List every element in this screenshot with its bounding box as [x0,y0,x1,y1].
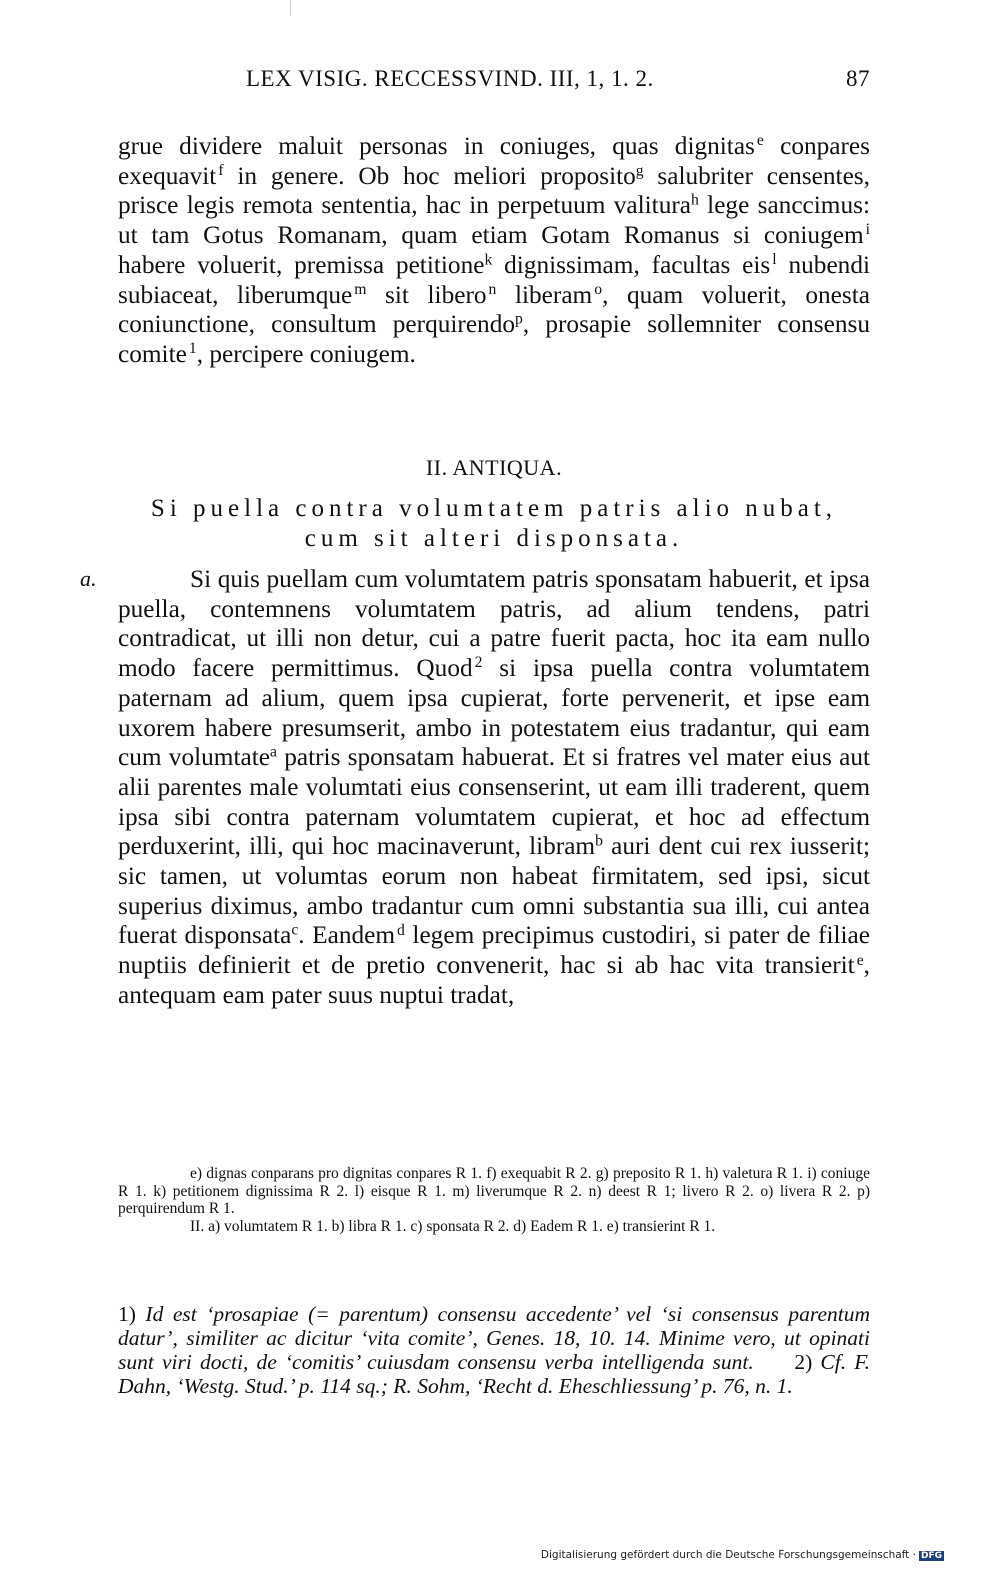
text-segment: auri dent cui rex iusserit; sic tamen, ut volumtas eorum non habeat firmitatem, sed ipsi, sicut superius diximus, ambo tradantur cum omni substantia sua illi, cui antea fuerat disponsata [118,832,871,950]
footnote-marker: p [515,310,523,328]
footnote-marker: i [865,221,870,239]
paragraph-law [118,565,870,1011]
text-segment: conpares exequavit [118,132,870,190]
text-segment: sit libero [366,280,487,309]
footnote-marker: e [756,132,764,150]
text-segment: salubriter censentes, prisce legis remota sententia, hac in perpetuum valitura [118,161,870,220]
footnote-marker: f [218,162,224,180]
footnote-marker: l [772,251,777,269]
running-title: LEX VISIG. RECCESSVIND. III, 1, 1. 2. [246,66,654,91]
footnote-marker: o [594,280,603,298]
text-segment: dignissimam, facultas eis [492,250,771,279]
digitization-credit [541,1549,944,1561]
text-segment: habere voluerit, premissa petitione [118,250,485,279]
critical-apparatus [118,1165,870,1235]
section-heading: II. ANTIQUA. [425,455,563,480]
footnote-text: Id est ‘prosapiae (= parentum) consensu accedente’ vel ‘si consensus parentum datur’, similiter ac dicitur ‘vita comite’, Genes. 18, 10. 14. Minime vero, ut opinati sunt viri docti, de ‘comitis’ cuiusdam consensu verba intelligenda sunt. [118,1302,870,1374]
text-segment: Si quis puellam cum volumtatem patris sponsatam habuerit, et ipsa puella, contemnens volumtatem patris, ad alium tendens, patri contradicat, ut illi non detur, cui a patre fuerit pacta, hoc ita eam nullo modo facere permittimus. Quod [118,565,870,683]
apparatus-entry: e) dignas conparans pro dignitas conpares R 1. f) exequabit R 2. g) preposito R 1. h) valetura R 1. i) coniuge R 1. k) petitionem dignissima R 2. l) eisque R 1. m) liverumque R 2. n) deest R 1; livero R 2. o) livera R 2. p) perquirendum R 1. [118,1165,870,1217]
text-segment: legem precipimus custodiri, si pater de filiae nuptiis definierit et de pretio convenerit, hac si ab hac vita transierit [118,921,871,980]
footnote-marker: a [269,743,277,761]
text-segment: , antequam eam pater suus nuptui tradat, [118,951,870,1009]
footnote-marker: g [635,162,644,180]
paragraph-continued [118,132,870,370]
text-segment: , percipere coniugem. [196,339,416,368]
text-segment: . Eandem [298,921,396,950]
footnote-number: 1) [118,1302,136,1326]
page-number: 87 [846,66,870,91]
text-segment: liberam [496,280,593,309]
text-segment: si ipsa puella contra volumtatem paternam ad alium, quem ipsa cupierat, forte pervenerit, et ipse eam uxorem habere presumserit, ambo in potestatem eius tradantur, qui eam cum volumtate [118,654,870,772]
text-segment: lege sanccimus: ut tam Gotus Romanam, quam etiam Gotam Romanus si coniugem [118,191,871,250]
text-segment: patris sponsatam habuerat. Et si fratres vel mater eius aut alii parentes male volumtati eius consenserint, ut eam illi traderent, quem ipsa sibi contra paternam volumtatem cupierat, et hoc ad effectum perduxerint, illi, qui hoc macinaverunt, libram [118,743,871,861]
section-rubric: Si puella contra volumtatem patris alio nubat, cum sit alteri disponsata. [150,495,838,552]
text-segment: in genere. Ob hoc meliori proposito [223,161,636,190]
text-segment: , quam voluerit, onesta coniunctione, consultum perquirendo [118,280,870,339]
running-head [118,66,870,100]
text-segment: grue dividere maluit personas in coniuges, quas dignitas [118,132,755,160]
footnote-marker: d [397,921,405,939]
footnotes [118,1302,870,1398]
footnote-marker: e [856,951,864,969]
scan-mark [290,0,291,16]
footnote-marker: k [484,251,493,269]
footnote-marker: n [488,280,497,298]
text-segment: , prosapie sollemniter consensu comite [118,310,870,368]
footnote-marker: 1 [188,340,197,358]
margin-mark: a. [80,566,97,591]
text-segment: nubendi subiaceat, liberumque [118,250,871,309]
footnote-marker: c [291,921,299,939]
footnote-number: 2) [794,1350,813,1374]
footnote-marker: 2 [474,654,483,672]
footnote-marker: m [354,280,367,298]
footnote-marker: h [691,191,699,209]
apparatus-entry: II. a) volumtatem R 1. b) libra R 1. c) sponsata R 2. d) Eadem R 1. e) transierint R 1. [190,1217,716,1235]
dfg-logo: DFG [920,1551,942,1561]
footnote-marker: b [595,832,603,850]
footnote-text: Cf. F. Dahn, ‘Westg. Stud.’ p. 114 sq.; R. Sohm, ‘Recht d. Eheschliessung’ p. 76, n. 1. [118,1350,870,1398]
credit-text: Digitalisierung gefördert durch die Deutsche Forschungsgemeinschaft · [540,1549,916,1561]
